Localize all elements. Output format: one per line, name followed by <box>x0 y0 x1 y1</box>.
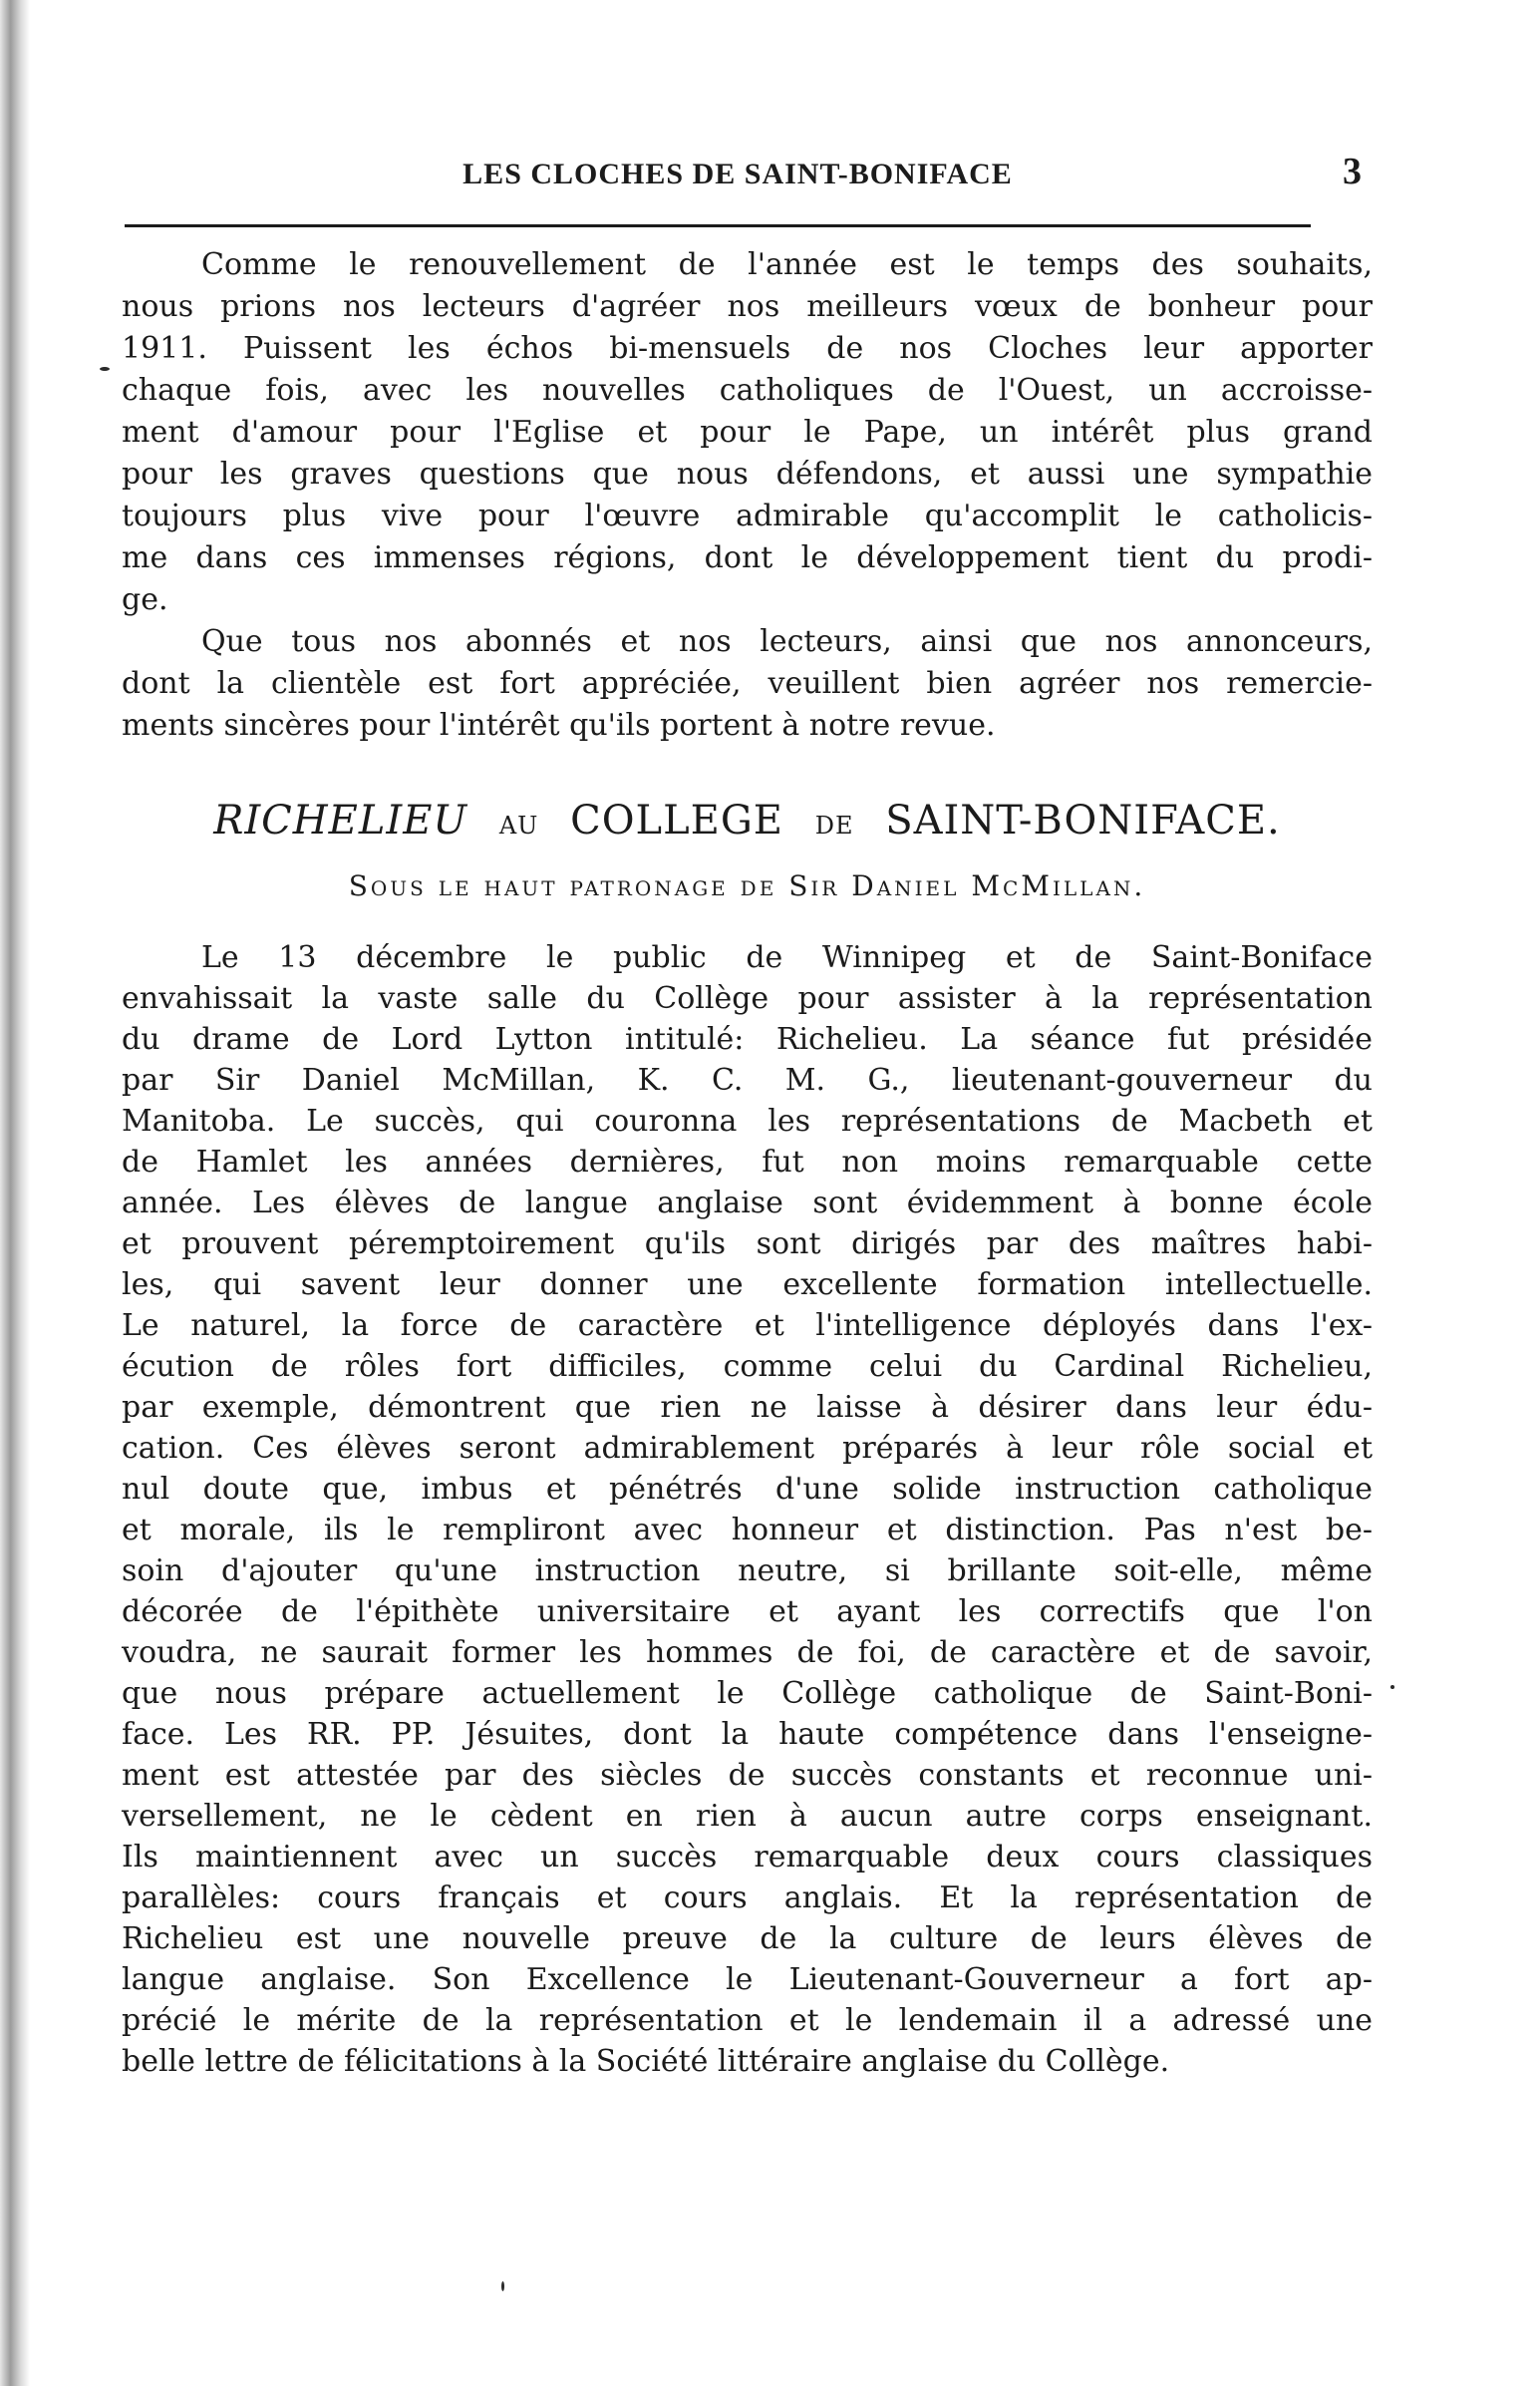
article-title-saint-boniface: SAINT-BONIFACE. <box>885 798 1281 844</box>
text-line: ment est attestée par des siècles de succès constants et reconnue uni- <box>122 1758 1373 1793</box>
text-line: pour les graves questions que nous défendons, et aussi une sympathie <box>122 457 1373 492</box>
text-line: langue anglaise. Son Excellence le Lieutenant-Gouverneur a fort ap- <box>122 1962 1373 1997</box>
article-body <box>122 937 1373 2082</box>
text-line: ment d'amour pour l'Eglise et pour le Pape, un intérêt plus grand <box>122 415 1373 450</box>
text-line: Manitoba. Le succès, qui couronna les représentations de Macbeth et <box>122 1104 1373 1139</box>
text-line: 1911. Puissent les échos bi-mensuels de nos Cloches leur apporter <box>122 331 1373 366</box>
text-line: les, qui savent leur donner une excellente formation intellectuelle. <box>122 1267 1373 1302</box>
intro-section <box>122 244 1373 747</box>
text-line: nous prions nos lecteurs d'agréer nos meilleurs vœux de bonheur pour <box>122 289 1373 324</box>
text-line: décorée de l'épithète universitaire et ayant les correctifs que l'on <box>122 1594 1373 1629</box>
text-line: dont la clientèle est fort appréciée, veuillent bien agréer nos remercie- <box>122 666 1373 701</box>
article-title-au: AU <box>498 812 539 840</box>
text-line: par Sir Daniel McMillan, K. C. M. G., lieutenant-gouverneur du <box>122 1063 1373 1098</box>
text-line: face. Les RR. PP. Jésuites, dont la haute compétence dans l'enseigne- <box>122 1717 1373 1752</box>
text-line: chaque fois, avec les nouvelles catholiques de l'Ouest, un accroisse- <box>122 373 1373 408</box>
text-line: et prouvent péremptoirement qu'ils sont dirigés par des maîtres habi- <box>122 1226 1373 1261</box>
page-number: 3 <box>1343 151 1362 192</box>
article-subtitle: Sous le haut patronage de Sir Daniel McMillan. <box>348 869 1146 902</box>
page-binding-edge <box>0 0 30 2386</box>
text-line: écution de rôles fort difficiles, comme celui du Cardinal Richelieu, <box>122 1349 1373 1384</box>
text-line: Le 13 décembre le public de Winnipeg et de Saint-Boniface <box>201 940 1373 975</box>
text-line: versellement, ne le cèdent en rien à aucun autre corps enseignant. <box>122 1799 1373 1834</box>
intro-paragraph-2 <box>122 621 1373 747</box>
text-line: par exemple, démontrent que rien ne laisse à désirer dans leur édu- <box>122 1390 1373 1425</box>
text-line: toujours plus vive pour l'œuvre admirable qu'accomplit le catholicis- <box>122 499 1373 533</box>
text-line: nul doute que, imbus et pénétrés d'une solide instruction catholique <box>122 1472 1373 1507</box>
article-title-college: COLLEGE <box>570 798 783 844</box>
running-title: LES CLOCHES DE SAINT-BONIFACE <box>462 158 1013 190</box>
text-line: parallèles: cours français et cours anglais. Et la représentation de <box>122 1880 1373 1915</box>
text-line: cation. Ces élèves seront admirablement préparés à leur rôle social et <box>122 1431 1373 1466</box>
print-speck <box>1390 1685 1394 1689</box>
text-line: que nous prépare actuellement le Collège catholique de Saint-Boni- <box>122 1676 1373 1711</box>
text-line: de Hamlet les années dernières, fut non moins remarquable cette <box>122 1145 1373 1180</box>
print-speck <box>501 2281 504 2291</box>
text-line: et morale, ils le rempliront avec honneur et distinction. Pas n'est be- <box>122 1513 1373 1547</box>
text-line: du drame de Lord Lytton intitulé: Richelieu. La séance fut présidée <box>122 1022 1373 1057</box>
text-line: me dans ces immenses régions, dont le développement tient du prodi- <box>122 540 1373 575</box>
text-line: Ils maintiennent avec un succès remarquable deux cours classiques <box>122 1840 1373 1875</box>
text-line: voudra, ne saurait former les hommes de foi, de caractère et de savoir, <box>122 1635 1373 1670</box>
text-line: année. Les élèves de langue anglaise sont évidemment à bonne école <box>122 1186 1373 1220</box>
intro-paragraph-1 <box>122 244 1373 621</box>
text-line: envahissait la vaste salle du Collège pour assister à la représentation <box>122 981 1373 1016</box>
page-header <box>120 150 1362 199</box>
text-line: soin d'ajouter qu'une instruction neutre, si brillante soit-elle, même <box>122 1553 1373 1588</box>
print-speck <box>100 367 110 371</box>
text-line: belle lettre de félicitations à la Société littéraire anglaise du Collège. <box>122 2044 1170 2079</box>
text-line: ments sincères pour l'intérêt qu'ils portent à notre revue. <box>122 708 996 743</box>
header-rule <box>125 224 1311 227</box>
article-title-de: DE <box>814 812 854 840</box>
text-line: précié le mérite de la représentation et le lendemain il a adressé une <box>122 2003 1373 2038</box>
article-title <box>122 798 1373 844</box>
text-line: Que tous nos abonnés et nos lecteurs, ainsi que nos annonceurs, <box>201 624 1373 659</box>
text-line: Le naturel, la force de caractère et l'intelligence déployés dans l'ex- <box>122 1308 1373 1343</box>
text-line: Richelieu est une nouvelle preuve de la culture de leurs élèves de <box>122 1921 1373 1956</box>
article-title-richelieu: RICHELIEU <box>213 798 468 844</box>
text-line: ge. <box>122 582 168 617</box>
text-line: Comme le renouvellement de l'année est le temps des souhaits, <box>201 247 1373 282</box>
